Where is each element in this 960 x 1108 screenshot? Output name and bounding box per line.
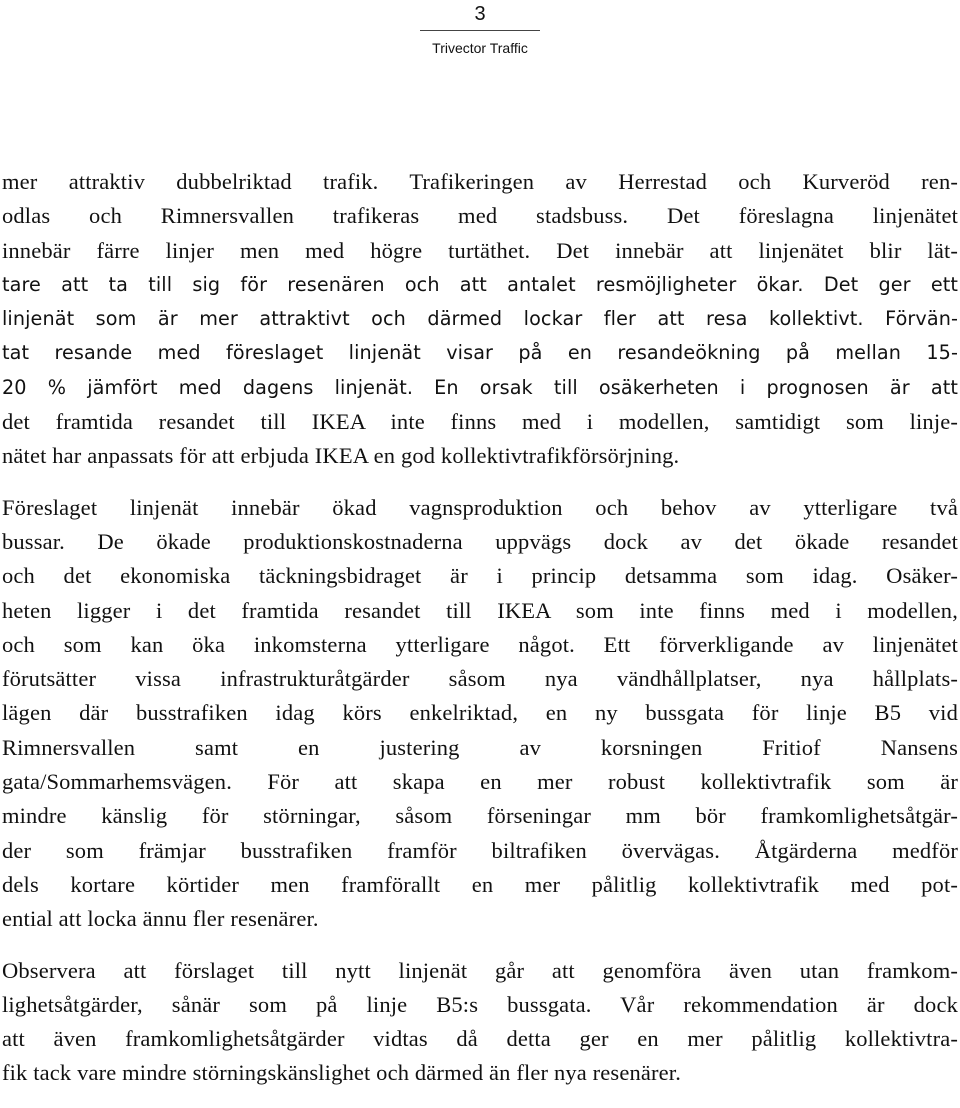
paragraph-line: mer attraktiv dubbelriktad trafik. Trafikeringen av Herrestad och Kurveröd ren- [2,169,958,194]
paragraph [0,165,960,474]
paragraph-line: Föreslaget linjenät innebär ökad vagnsproduktion och behov av ytterligare två [2,494,958,520]
paragraph-line: linjenät som är mer attraktivt och därmed lockar fler att resa kollektivt. Förvän- [2,307,958,331]
paragraph-line: bussar. De ökade produktionskostnaderna uppvägs dock av det ökade resandet [2,528,958,554]
paragraph-line: mindre känslig för störningar, såsom förseningar mm bör framkomlighetsåtgär- [2,803,958,829]
paragraph-line: det framtida resandet till IKEA inte finns med i modellen, samtidigt som linje- [2,409,958,435]
header-rule [420,30,540,31]
paragraph-line: Rimnersvallen samt en justering av korsningen Fritiof Nansens [2,734,958,760]
paragraph [0,954,960,1091]
paragraph-line: ential att locka ännu fler resenärer. [2,906,319,932]
paragraph-line: heten ligger i det framtida resandet till IKEA som inte finns med i modellen, [2,597,958,623]
paragraph-line: Observera att förslaget till nytt linjenät går att genomföra även utan framkom- [2,957,958,983]
paragraph-line: lägen där busstrafiken idag körs enkelriktad, en ny bussgata för linje B5 vid [2,700,958,726]
paragraph [0,491,960,937]
paragraph-line: nätet har anpassats för att erbjuda IKEA en god kollektivtrafikförsörjning. [2,443,680,469]
paragraph-line: dels kortare körtider men framförallt en mer pålitlig kollektivtrafik med pot- [2,871,958,897]
paragraph-line: odlas och Rimnersvallen trafikeras med stadsbuss. Det föreslagna linjenätet [2,203,958,229]
paragraph-line: tare att ta till sig för resenären och att antalet resmöjligheter ökar. Det ger ett [2,272,958,296]
body-text [0,165,960,1108]
paragraph-line: lighetsåtgärder, sånär som på linje B5:s bussgata. Vår rekommendation är dock [2,991,958,1017]
page-number: 3 [474,3,486,25]
paragraph-line: att även framkomlighetsåtgärder vidtas då detta ger en mer pålitlig kollektivtra- [2,1026,958,1052]
paragraph-line: gata/Sommarhemsvägen. För att skapa en mer robust kollektivtrafik som är [2,769,958,795]
paragraph-line: tat resande med föreslaget linjenät visar på en resandeökning på mellan 15- [2,341,958,365]
paragraph-line: fik tack vare mindre störningskänslighet och därmed än fler nya resenärer. [2,1060,681,1086]
paragraph-line: och som kan öka inkomsterna ytterligare något. Ett förverkligande av linjenätet [2,631,958,657]
paragraph-line: förutsätter vissa infrastrukturåtgärder såsom nya vändhållplatser, nya hållplats- [2,666,958,692]
paragraph-line: 20 % jämfört med dagens linjenät. En orsak till osäkerheten i prognosen är att [2,375,958,399]
page-header [420,0,540,57]
paragraph-line: och det ekonomiska täckningsbidraget är i princip detsamma som idag. Osäker- [2,563,958,589]
paragraph-line: innebär färre linjer men med högre turtäthet. Det innebär att linjenätet blir lät- [2,237,958,263]
paragraph-line: der som främjar busstrafiken framför biltrafiken övervägas. Åtgärderna medför [2,837,958,863]
header-company-name: Trivector Traffic [432,40,528,56]
